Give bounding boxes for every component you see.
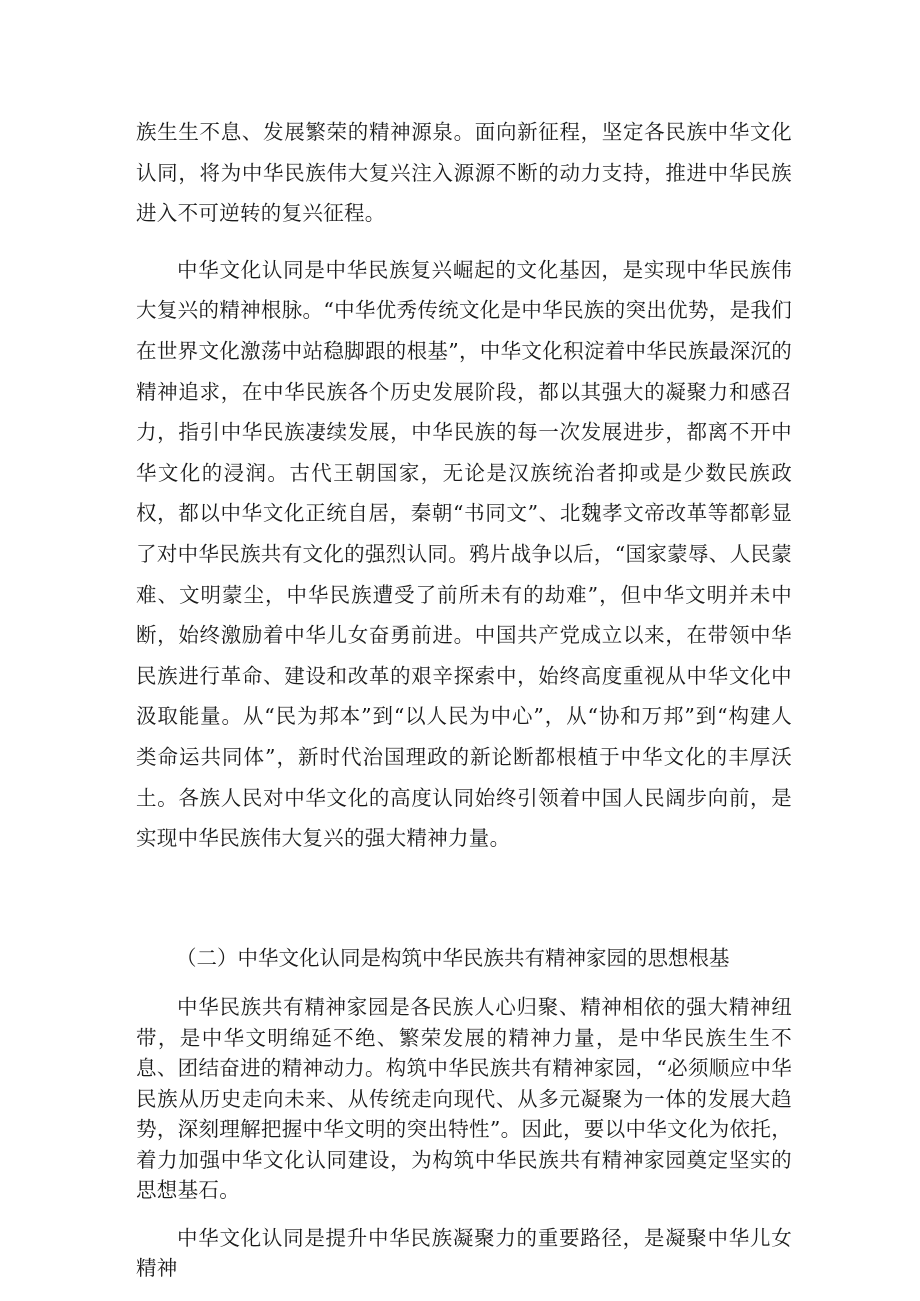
section-one-body	[136, 112, 792, 875]
continuation-paragraph: 族生生不息、发展繁荣的精神源泉。面向新征程，坚定各民族中华文化认同，将为中华民族伟大复兴注入源源不断的动力支持，推进中华民族进入不可逆转的复兴征程。	[136, 120, 792, 226]
body-paragraph: 中华文化认同是中华民族复兴崛起的文化基因，是实现中华民族伟大复兴的精神根脉。“中华优秀传统文化是中华民族的突出优势，是我们在世界文化激荡中站稳脚跟的根基”，中华文化积淀着中华民族最深沉的精神追求，在中华民族各个历史发展阶段，都以其强大的凝聚力和感召力，指引中华民族凄续发展，中华民族的每一次发展进步，都离不开中华文化的浸润。古代王朝国家，无论是汉族统治者抑或是少数民族政权，都以中华文化正统自居，秦朝“书同文”、北魏孝文帝改革等都彰显了对中华民族共有文化的强烈认同。鸦片战争以后，“国家蒙辱、人民蒙难、文明蒙尘，中华民族遭受了前所未有的劫难”，但中华文明并未中断，始终激励着中华儿女奋勇前进。中国共产党成立以来，在带领中华民族进行革命、建设和改革的艰辛探索中，始终高度重视从中华文化中汲取能量。从“民为邦本”到“以人民为中心”，从“协和万邦”到“构建人类命运共同体”，新时代治国理政的新论断都根植于中华文化的丰厚沃土。各族人民对中华文化的高度认同始终引领着中国人民阔步向前，是实现中华民族伟大复兴的强大精神力量。	[136, 257, 792, 851]
body-paragraph: 中华文化认同是提升中华民族凝聚力的重要路径，是凝聚中华儿女精神	[136, 1225, 792, 1280]
section-two-body	[136, 992, 792, 1301]
section-heading: （二）中华文化认同是构筑中华民族共有精神家园的思想根基	[176, 946, 730, 970]
body-paragraph: 中华民族共有精神家园是各民族人心归聚、精神相依的强大精神纽带，是中华文明绵延不绝、繁荣发展的精神力量，是中华民族生生不息、团结奋进的精神动力。构筑中华民族共有精神家园，“必须顺应中华民族从历史走向未来、从传统走向现代、从多元凝聚为一体的发展大趋势，深刻理解把握中华文明的突出特性”。因此，要以中华文化为依托，着力加强中华文化认同建设，为构筑中华民族共有精神家园奠定坚实的思想基石。	[136, 995, 792, 1202]
